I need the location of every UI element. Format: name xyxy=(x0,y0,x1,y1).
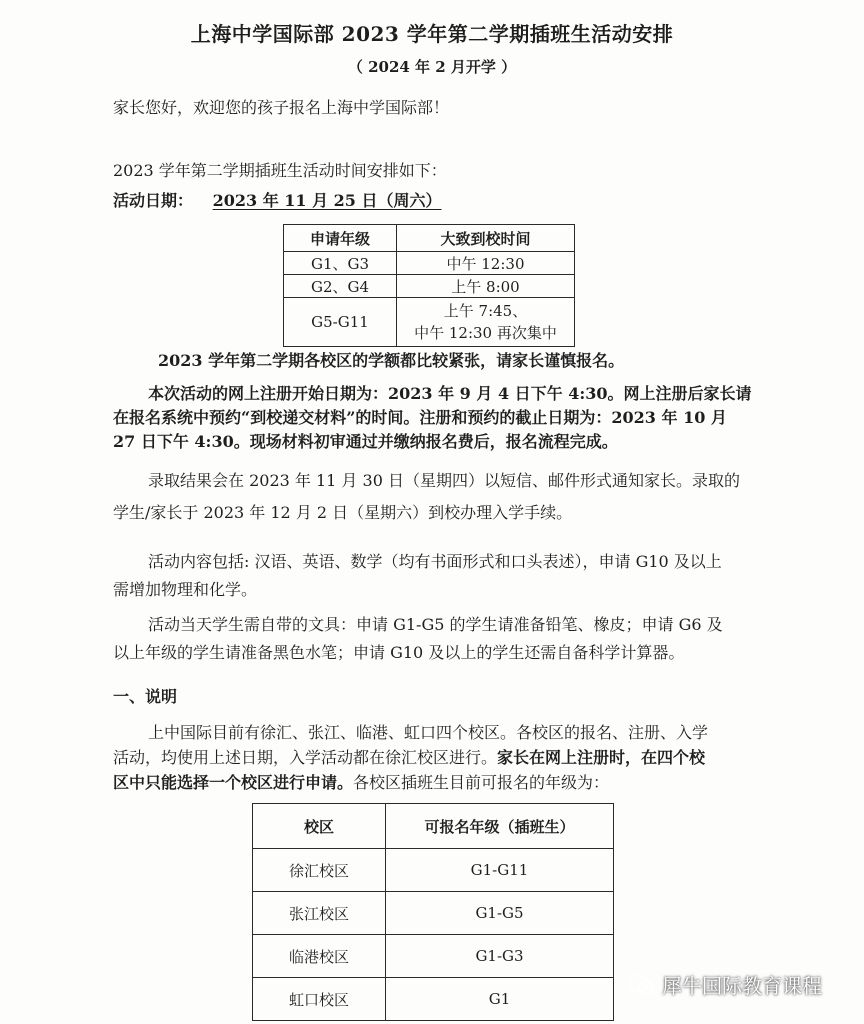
watermark xyxy=(628,970,822,999)
grades-cell: G1-G5 xyxy=(386,892,614,935)
campus-desc-bold: 区中只能选择一个校区进行申请。 xyxy=(113,773,354,792)
table-row xyxy=(284,298,575,347)
table-header-grade: 申请年级 xyxy=(284,225,397,252)
campus-desc-bold: 家长在网上注册时，在四个校 xyxy=(497,748,706,767)
results-line-2: 学生/家长于 2023 年 12 月 2 日（星期六）到校办理入学手续。 xyxy=(113,503,573,522)
campus-cell: 徐汇校区 xyxy=(253,849,386,892)
grade-cell: G2、G4 xyxy=(284,275,397,298)
grade-cell: G5-G11 xyxy=(284,298,397,347)
time-cell: 上午 8:00 xyxy=(397,275,575,298)
table-header-grades: 可报名年级（插班生） xyxy=(386,804,614,849)
campus-desc-plain: 活动，均使用上述日期，入学活动都在徐汇校区进行。 xyxy=(113,748,498,767)
arrival-time-table xyxy=(283,224,575,347)
date-value: 2023 年 11 月 25 日（周六） xyxy=(212,191,442,210)
content-line-1: 活动内容包括: 汉语、英语、数学（均有书面形式和口头表述），申请 G10 及以上 xyxy=(148,552,722,571)
schedule-intro: 2023 学年第二学期插班生活动时间安排如下： xyxy=(113,161,447,180)
table-header-row xyxy=(253,804,614,849)
campus-cell: 虹口校区 xyxy=(253,978,386,1021)
watermark-text: 犀牛国际教育课程 xyxy=(662,974,822,998)
supplies-line-1: 活动当天学生需自带的文具：申请 G1-G5 的学生请准备铅笔、橡皮；申请 G6 及 xyxy=(148,615,723,634)
table-header-campus: 校区 xyxy=(253,804,386,849)
campus-desc-line-2 xyxy=(113,745,705,768)
table-row xyxy=(253,892,614,935)
campus-desc-line-3 xyxy=(113,770,609,793)
registration-line-1: 本次活动的网上注册开始日期为：2023 年 9 月 4 日下午 4:30。网上注册后家长请 xyxy=(148,384,752,403)
campus-desc-plain: 各校区插班生目前可报名的年级为： xyxy=(353,773,610,792)
time-cell: 中午 12:30 xyxy=(397,252,575,275)
greeting-text: 家长您好，欢迎您的孩子报名上海中学国际部！ xyxy=(113,98,450,117)
table-row xyxy=(284,275,575,298)
registration-line-3: 27 日下午 4:30。现场材料初审通过并缴纳报名费后，报名流程完成。 xyxy=(113,432,618,451)
table-row xyxy=(253,978,614,1021)
time-line: 上午 7:45、 xyxy=(443,302,528,320)
table-row xyxy=(253,935,614,978)
section-heading: 一、说明 xyxy=(113,687,178,706)
content-line-2: 需增加物理和化学。 xyxy=(113,580,258,599)
table-header-row xyxy=(284,225,575,252)
campus-cell: 临港校区 xyxy=(253,935,386,978)
registration-line-2: 在报名系统中预约“到校递交材料”的时间。注册和预约的截止日期为：2023 年 10 月 xyxy=(113,408,727,427)
grades-cell: G1-G3 xyxy=(386,935,614,978)
supplies-line-2: 以上年级的学生请准备黑色水笔；申请 G10 及以上的学生还需自备科学计算器。 xyxy=(113,643,685,662)
campus-cell: 张江校区 xyxy=(253,892,386,935)
table-row xyxy=(253,849,614,892)
grades-cell: G1 xyxy=(386,978,614,1021)
wechat-icon xyxy=(628,973,656,997)
table-row xyxy=(284,252,575,275)
document-title: 上海中学国际部 2023 学年第二学期插班生活动安排 xyxy=(190,22,674,46)
campus-grade-table xyxy=(252,803,614,1021)
activity-date-line xyxy=(113,188,442,211)
time-cell xyxy=(397,298,575,347)
document-subtitle: （ 2024 年 2 月开学 ） xyxy=(347,58,517,76)
table-header-arrival: 大致到校时间 xyxy=(397,225,575,252)
time-line: 中午 12:30 再次集中 xyxy=(414,324,557,342)
grades-cell: G1-G11 xyxy=(386,849,614,892)
date-label: 活动日期： xyxy=(113,191,194,210)
campus-desc-line-1: 上中国际目前有徐汇、张江、临港、虹口四个校区。各校区的报名、注册、入学 xyxy=(148,723,709,742)
quota-notice: 2023 学年第二学期各校区的学额都比较紧张，请家长谨慎报名。 xyxy=(158,351,625,370)
grade-cell: G1、G3 xyxy=(284,252,397,275)
results-line-1: 录取结果会在 2023 年 11 月 30 日（星期四）以短信、邮件形式通知家长。录取的 xyxy=(148,471,740,490)
